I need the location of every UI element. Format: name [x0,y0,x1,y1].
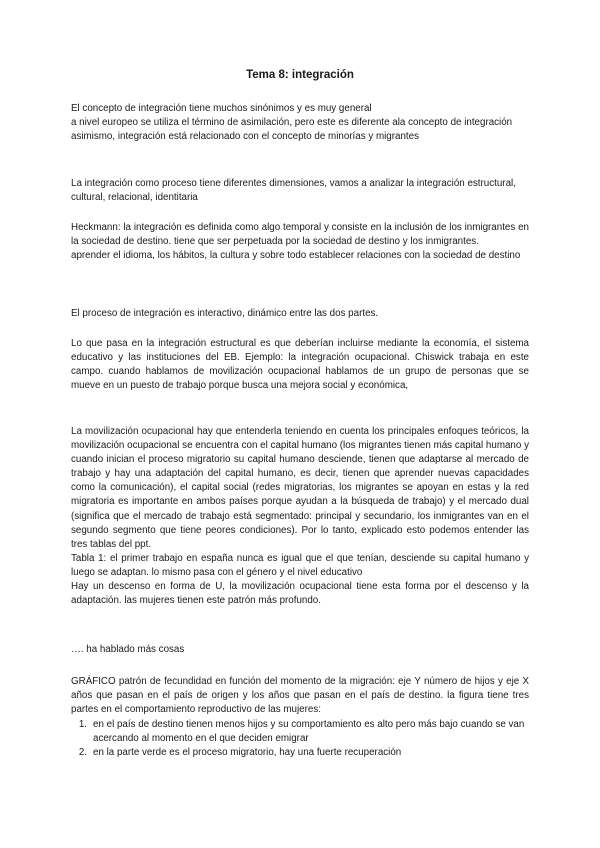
dimensions-text: La integración como proceso tiene diferentes dimensiones, vamos a analizar la integración estructural, cultural, relacional, identitaria [71,178,516,204]
mobility-line: Tabla 1: el primer trabajo en españa nunca es igual que el que tenían, desciende su capital humano y luego se adaptan. lo mismo pasa con el género y el nivel educativo [71,552,529,578]
more-text: …. ha hablado más cosas [71,644,185,655]
dimensions-paragraph [71,177,529,205]
structural-paragraph [71,337,529,393]
grafico-text: GRÁFICO patrón de fecundidad en función del momento de la migración: eje Y número de hijos y eje X años que pasan en el país de origen y los años que pasan en el país de destino. la figura tiene tres partes en el comportamiento reproductivo de las mujeres: [71,676,529,716]
interactive-paragraph [71,307,529,321]
list-item-number: 1. [78,719,87,730]
intro-paragraph [71,102,529,144]
heckmann-paragraph [71,221,529,263]
intro-line: El concepto de integración tiene muchos sinónimos y es muy general [71,103,372,114]
mobility-line: La movilización ocupacional hay que entenderla teniendo en cuenta los principales enfoques teóricos, la movilización ocupacional se encuentra con el capital humano (los migrantes tienen más capital humano y cuando inician el proceso migratorio su capital humano desciende, tienen que adaptarse al mercado de trabajo y hay una adaptación del capital humano, es decir, tienen que aprender nuevas capacidades como la comunicación), el capital social (redes migratorias, los migrantes se apoyan en estas y la red migratoria es importante en ambos países porque ayudan a la búsqueda de trabajo) y el mercado dual (significa que el mercado de trabajo está segmentado: principal y secundario, los inmigrantes van en el segundo segmento que tiene peores condiciones). Por lo tanto, explicado esto podemos entender las tres tablas del ppt. [71,426,529,550]
page-title: Tema 8: integración [246,69,354,81]
list-item [71,718,529,746]
interactive-text: El proceso de integración es interactivo, dinámico entre las dos partes. [71,308,379,319]
intro-line: a nivel europeo se utiliza el término de asimilación, pero este es diferente ala concepto de integración [71,117,513,129]
mobility-paragraph [71,425,529,608]
structural-text: Lo que pasa en la integración estructural es que deberían incluirse mediante la economía, el sistema educativo y las instituciones del EB. Ejemplo: la integración ocupacional. Chiswick trabaja en este campo. cuando hablamos de movilización ocupacional hablamos de un grupo de personas que se mueve en un puesto de trabajo porque busca una mejora social y económica, [71,338,529,392]
grafico-paragraph [71,675,529,717]
heckmann-line: aprender el idioma, los hábitos, la cultura y sobre todo establecer relaciones con la sociedad de destino [71,250,521,262]
numbered-list [71,718,529,760]
list-item-text: en el país de destino tienen menos hijos y su comportamiento es alto pero más bajo cuando se van acercando al momento en el que deciden emigrar [93,719,525,745]
intro-line: asimismo, integración está relacionado con el concepto de minorías y migrantes [71,131,419,143]
heckmann-line: Heckmann: la integración es definida como algo temporal y consiste en la inclusión de los inmigrantes en la sociedad de destino. tiene que ser perpetuada por la sociedad de destino y los inmigrantes. [71,222,529,248]
list-item [71,746,529,760]
more-paragraph [71,643,529,657]
list-item-text: en la parte verde es el proceso migratorio, hay una fuerte recuperación [93,747,402,759]
mobility-line: Hay un descenso en forma de U, la movilización ocupacional tiene esta forma por el descenso y la adaptación. las mujeres tienen este patrón más profundo. [71,581,529,607]
list-item-number: 2. [78,747,87,759]
